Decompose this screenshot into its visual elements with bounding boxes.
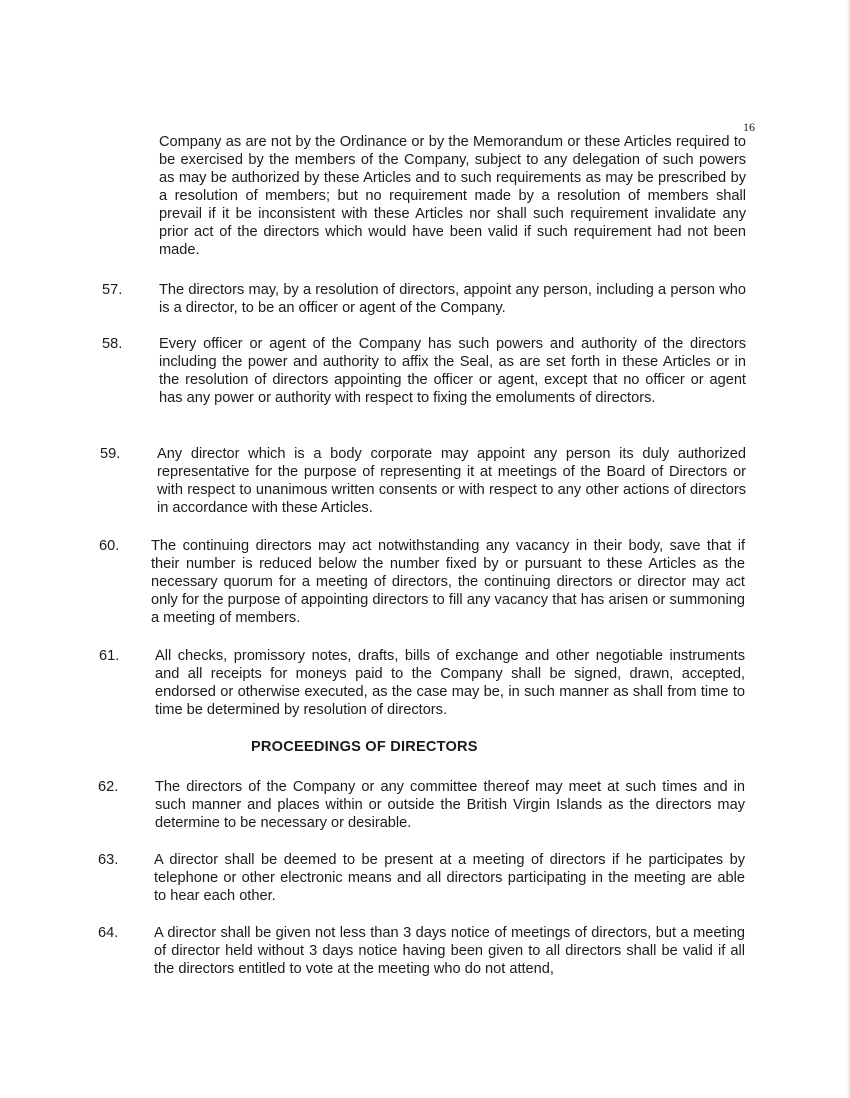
article-number-57: 57. [102, 282, 123, 298]
article-text-64: A director shall be given not less than 3 days notice of meetings of directors, but a meeting of director held without 3 days notice having been given to all directors shall be valid if all the directors entitled to vote at the meeting who do not attend, [154, 925, 745, 977]
article-text-60: The continuing directors may act notwithstanding any vacancy in their body, save that if their number is reduced below the number fixed by or pursuant to these Articles as the necessary quorum for a meeting of directors, the continuing directors or director may act only for the purpose of appointing directors to fill any vacancy that has arisen or summoning a meeting of members. [151, 538, 745, 626]
article-text-57: The directors may, by a resolution of directors, appoint any person, including a person who is a director, to be an officer or agent of the Company. [159, 282, 746, 316]
article-text-62: The directors of the Company or any committee thereof may meet at such times and in such manner and places within or outside the British Virgin Islands as the directors may determine to be necessary or desirable. [155, 779, 745, 831]
article-number-62: 62. [98, 779, 119, 795]
article-number-64: 64. [98, 925, 119, 941]
scan-edge-shadow [846, 0, 850, 1098]
section-heading: PROCEEDINGS OF DIRECTORS [251, 739, 478, 755]
continuation-paragraph: Company as are not by the Ordinance or by the Memorandum or these Articles required to be exercised by the members of the Company, subject to any delegation of such powers as may be authorized by these Articles and to such requirements as may be prescribed by a resolution of members; but no requirement made by a resolution of members shall prevail if it be inconsistent with these Articles nor shall such requirement invalidate any prior act of the directors which would have been valid if such requirement had not been made. [159, 134, 746, 258]
article-text-61: All checks, promissory notes, drafts, bills of exchange and other negotiable instruments and all receipts for moneys paid to the Company shall be signed, drawn, accepted, endorsed or otherwise executed, as the case may be, in such manner as shall from time to time be determined by resolution of directors. [155, 648, 745, 718]
article-text-58: Every officer or agent of the Company has such powers and authority of the directors including the power and authority to affix the Seal, as are set forth in these Articles or in the resolution of directors appointing the officer or agent, except that no officer or agent has any power or authority with respect to fixing the emoluments of directors. [159, 336, 746, 406]
article-number-60: 60. [99, 538, 120, 554]
article-number-59: 59. [100, 446, 121, 462]
article-number-58: 58. [102, 336, 123, 352]
article-number-61: 61. [99, 648, 120, 664]
article-text-59: Any director which is a body corporate may appoint any person its duly authorized representative for the purpose of representing it at meetings of the Board of Directors or with respect to unanimous written consents or with respect to any other actions of directors in accordance with these Articles. [157, 446, 746, 516]
article-number-63: 63. [98, 852, 119, 868]
article-text-63: A director shall be deemed to be present at a meeting of directors if he participates by telephone or other electronic means and all directors participating in the meeting are able to hear each other. [154, 852, 745, 904]
page-number: 16 [743, 120, 755, 134]
